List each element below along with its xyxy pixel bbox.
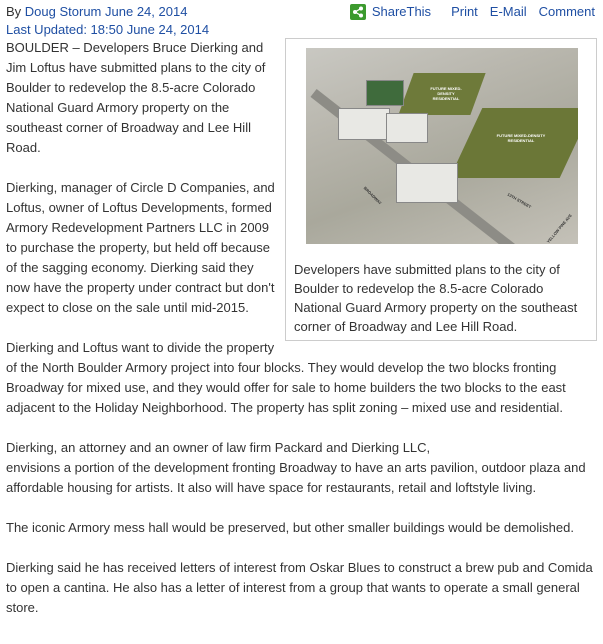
article-tools [350,2,595,22]
paragraph: Dierking, manager of Circle D Companies, and Loftus, owner of Loftus Developments, formed Armory Redevelopment Partners LLC in 2009 to purchase the property, but held off because of the sagging economy. Dierking said they now have the property under contract but don't expect to close on the sale until mid-2015. [6,180,275,315]
comment-link[interactable]: Comment [538,4,595,19]
figure-caption: Developers have submitted plans to the city of Boulder to redevelop the 8.5-acre Colorado National Guard Armory property on the southeast corner of Broadway and Lee Hill Road. [294,262,578,334]
building [386,113,428,143]
paragraph: Dierking and Loftus want to divide the property of the North Boulder Armory project into four blocks. They would develop the two blocks fronting Broadway for mixed use, and they would offer for sale to home builders the two blocks to the east adjacent to the Holiday Neighborhood. The property has split zoning – mixed use and residential. [6,340,566,415]
byline [6,2,187,22]
street-label: 13TH STREET [506,191,533,210]
future-residential-lot [450,108,578,178]
street-label: BROADWAY [362,185,383,206]
print-link[interactable]: Print [451,4,478,19]
article-figure [285,38,597,341]
article-meta [6,2,597,38]
by-label: By [6,4,22,19]
site-plan-rendering[interactable] [306,48,578,244]
share-label: ShareThis [371,4,432,19]
paragraph: The iconic Armory mess hall would be preserved, but other smaller buildings would be demolished. [6,520,574,535]
author-link[interactable]: Doug Storum [24,4,102,19]
email-link[interactable]: E-Mail [489,4,527,19]
paragraph: envisions a portion of the development fronting Broadway to have an arts pavilion, outdoor plaza and affordable housing for artists. It also will have space for restaurants, retail and loftstyle living. [6,460,586,495]
share-button[interactable] [350,2,431,22]
lot-label: FUTURE MIXED-DENSITY RESIDENTIAL [430,86,462,101]
street-label: YELLOW PINE AVE [545,212,573,244]
paragraph: BOULDER – Developers Bruce Dierking and Jim Loftus have submitted plans to the city of Boulder to redevelop the 8.5-acre Colorado National Guard Armory property on the southeast corner of Broadway and Lee Hill Road. [6,40,266,155]
building [396,163,458,203]
building [338,108,390,140]
last-updated: Last Updated: 18:50 June 24, 2014 [6,22,210,37]
share-icon [350,4,366,20]
paragraph: Dierking said he has received letters of interest from Oskar Blues to construct a brew pub and Comida to open a cantina. He also has a letter of interest from a group that wants to operate a small general store. [6,560,593,615]
publish-date: June 24, 2014 [105,4,188,19]
paragraph: Dierking, an attorney and an owner of law firm Packard and Dierking LLC, [6,440,431,455]
building [366,80,404,106]
lot-label: FUTURE MIXED-DENSITY RESIDENTIAL [496,133,546,143]
